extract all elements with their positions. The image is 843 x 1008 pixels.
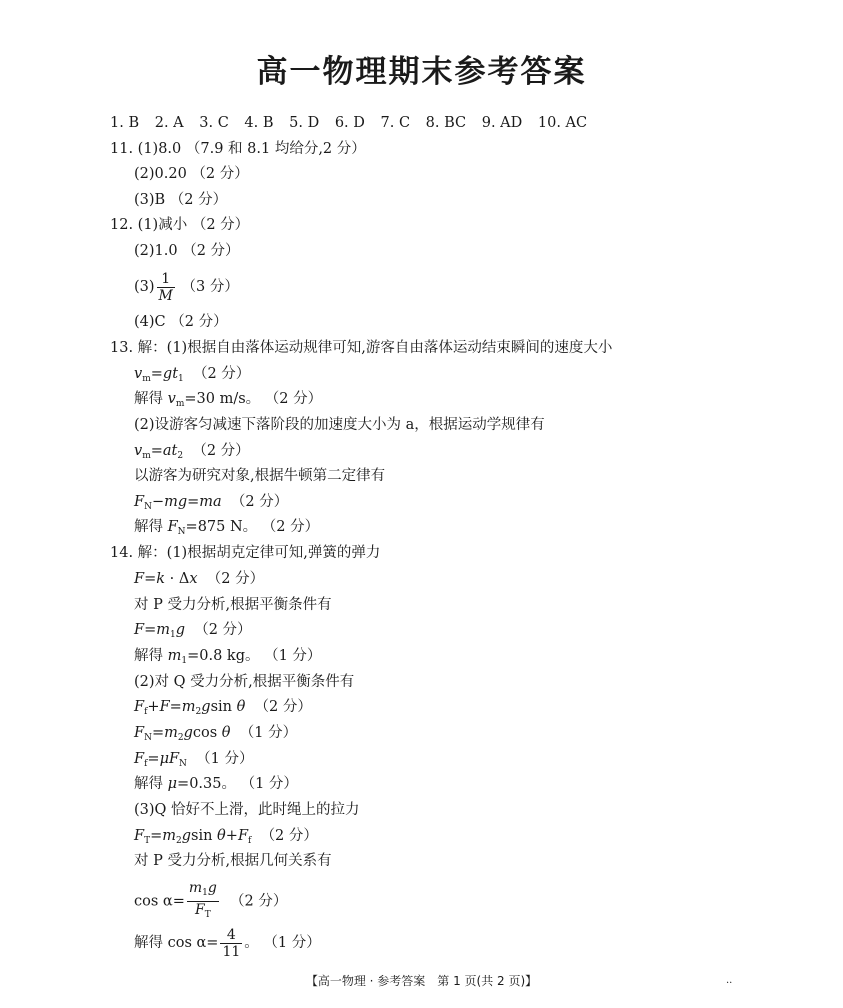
q13-line: 解得 $F_N=875$ N。 （2 分） — [134, 519, 320, 537]
q14-line: (3)Q 恰好不上滑，此时绳上的拉力 — [134, 802, 360, 818]
q14-line: $F_f=\mu F_N$ （1 分） — [134, 751, 254, 769]
fraction: $\frac{4}{11}$ — [222, 926, 241, 960]
q12-line: 12. (1)减小 （2 分） — [110, 217, 250, 233]
q14-line: 对 P 受力分析,根据平衡条件有 — [134, 597, 332, 613]
mcq-answer: 6. D — [334, 115, 365, 131]
q14-line: 解得 $m_1=0.8$ kg。 （1 分） — [134, 648, 322, 666]
mcq-answer: 3. C — [199, 115, 229, 131]
mcq-answer: 10. AC — [537, 115, 588, 131]
q13-line: (2)设游客匀减速下落阶段的加速度大小为 a，根据运动学规律有 — [134, 417, 545, 433]
mcq-answer: 8. BC — [425, 115, 467, 131]
fraction: $\frac{m_1g}{F_T}$ — [187, 880, 219, 923]
q13-line: 以游客为研究对象,根据牛顿第二定律有 — [134, 468, 386, 484]
q13-line: $v_m=at_2$ （2 分） — [134, 443, 250, 461]
q14-line: cos α= $\frac{m_1g}{F_T}$ （2 分） — [134, 880, 287, 923]
q13-line: 13. 解：(1)根据自由落体运动规律可知,游客自由落体运动结束瞬间的速度大小 — [110, 340, 613, 356]
q14-line: F=k · Δx （2 分） — [134, 571, 265, 587]
mcq-answer: 7. C — [380, 115, 411, 131]
mcq-answer: 9. AD — [481, 115, 523, 131]
mcq-answer: 2. A — [154, 115, 184, 131]
q13-line: 解得 $v_m=30$ m/s。 （2 分） — [134, 391, 323, 409]
q13-line: $v_m=gt_1$ （2 分） — [134, 366, 251, 384]
q14-line: $F_T=m_2gsin$ $\theta+F_f$ （2 分） — [134, 828, 318, 846]
q11-line: (3)B （2 分） — [134, 192, 228, 208]
page-title: 高一物理期末参考答案 — [256, 54, 587, 90]
q14-line: 解得 cos α= $\frac{4}{11}$ 。 （1 分） — [134, 926, 321, 960]
q12-line: (3) $\frac{1}{M}$ （3 分） — [134, 270, 239, 304]
q14-line: $F_f+F=m_2gsin$ θ （2 分） — [134, 699, 312, 717]
corner-mark: .. — [726, 975, 733, 986]
q12-line: (2)1.0 （2 分） — [134, 243, 240, 259]
q11-line: 11. (1)8.0 （7.9 和 8.1 均给分,2 分） — [110, 141, 366, 157]
q14-line: $F_N=m_2gcos$ θ （1 分） — [134, 725, 298, 743]
q14-line: 14. 解：(1)根据胡克定律可知,弹簧的弹力 — [110, 545, 381, 561]
mcq-answers — [110, 113, 598, 133]
q14-line: (2)对 Q 受力分析,根据平衡条件有 — [134, 674, 355, 690]
q13-line: $F_N-mg=ma$ （2 分） — [134, 494, 289, 512]
page-footer: 【高一物理 · 参考答案 第 1 页(共 2 页)】 — [305, 974, 538, 988]
q14-line: $F=m_1g$ （2 分） — [134, 622, 252, 640]
q11-line: (2)0.20 （2 分） — [134, 166, 249, 182]
mcq-answer: 1. B — [110, 115, 140, 131]
q14-line: 对 P 受力分析,根据几何关系有 — [134, 853, 332, 869]
q12-line: (4)C （2 分） — [134, 314, 228, 330]
q14-line: 解得 μ=0.35。 （1 分） — [134, 776, 298, 792]
fraction: $\frac{1}{M}$ — [158, 270, 173, 304]
mcq-answer: 4. B — [244, 115, 274, 131]
mcq-answer: 5. D — [289, 115, 320, 131]
